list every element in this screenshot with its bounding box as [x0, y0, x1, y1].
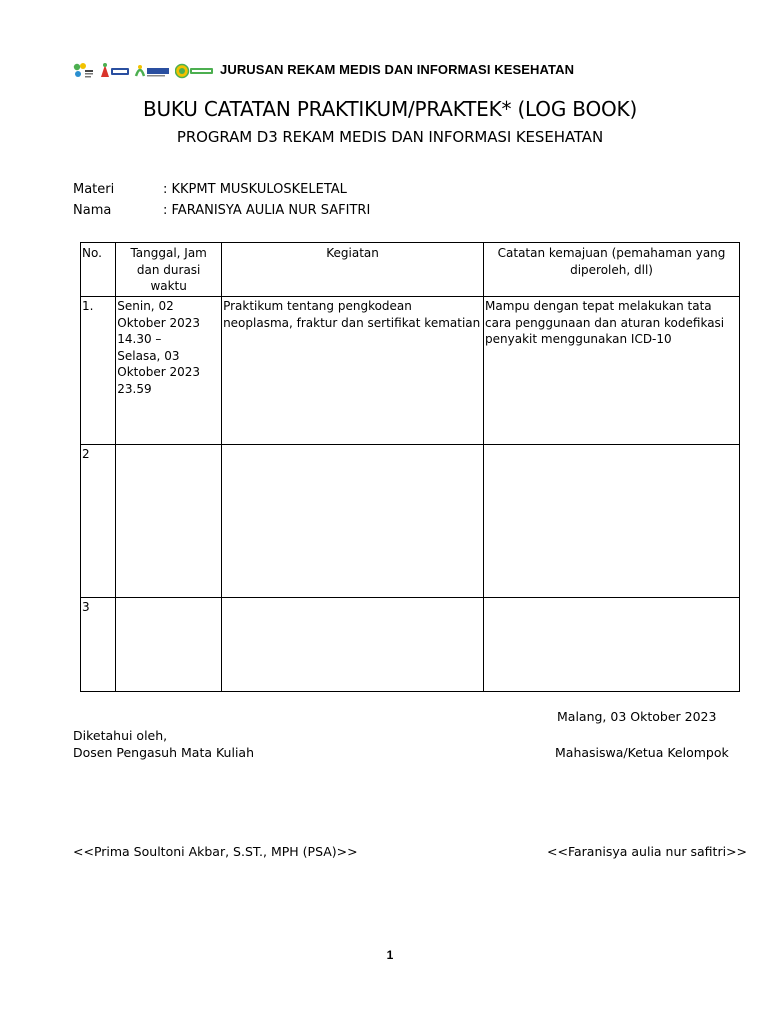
- cell-date: Senin, 02 Oktober 2023 14.30 – Selasa, 03 Oktober 2023 23.59: [116, 297, 222, 445]
- cell-kegiatan: [222, 598, 484, 692]
- student-role: Mahasiswa/Ketua Kelompok: [555, 745, 729, 760]
- header-kegiatan: Kegiatan: [222, 243, 484, 297]
- page-subtitle: PROGRAM D3 REKAM MEDIS DAN INFORMASI KESEHATAN: [176, 128, 604, 146]
- materi-value: : KKPMT MUSKULOSKELETAL: [163, 182, 347, 197]
- cell-no: 1.: [81, 297, 116, 445]
- table-row: [81, 297, 740, 445]
- place-date: Malang, 03 Oktober 2023: [557, 709, 717, 724]
- cell-catatan: Mampu dengan tepat melakukan tata cara penggunaan dan aturan kodefikasi penyakit menggunakan ICD-10: [484, 297, 740, 445]
- page-title: BUKU CATATAN PRAKTIKUM/PRAKTEK* (LOG BOOK): [142, 97, 638, 121]
- nama-label: Nama: [73, 203, 112, 218]
- kemenkes-logo: [72, 62, 94, 80]
- header-catatan: Catatan kemajuan (pemahaman yang diperoleh, dll): [484, 243, 740, 297]
- nama-line: [73, 203, 370, 218]
- header-logos: [72, 61, 215, 81]
- log-table: [80, 242, 740, 692]
- cell-date: [116, 445, 222, 598]
- known-by-label: Diketahui oleh,: [73, 728, 168, 743]
- cell-kegiatan: Praktikum tentang pengkodean neoplasma, fraktur dan sertifikat kematian: [222, 297, 484, 445]
- materi-label: Materi: [73, 182, 115, 197]
- cell-kegiatan: [222, 445, 484, 598]
- bhakti-husada-logo: [134, 62, 172, 80]
- cell-date: [116, 598, 222, 692]
- lecturer-role: Dosen Pengasuh Mata Kuliah: [73, 745, 255, 760]
- cell-no: 2: [81, 445, 116, 598]
- lecturer-signature-name: <<Prima Soultoni Akbar, S.ST., MPH (PSA)>>: [73, 844, 358, 859]
- page-number: 1: [386, 948, 394, 962]
- germas-logo: [97, 62, 131, 80]
- cell-catatan: [484, 598, 740, 692]
- table-header-row: [81, 243, 740, 297]
- header-date: Tanggal, Jam dan durasi waktu: [116, 243, 222, 297]
- table-row: [81, 445, 740, 598]
- table-row: [81, 598, 740, 692]
- cell-catatan: [484, 445, 740, 598]
- student-signature-name: <<Faranisya aulia nur safitri>>: [547, 844, 748, 859]
- poltekkes-logo: [175, 62, 215, 80]
- header-organization: JURUSAN REKAM MEDIS DAN INFORMASI KESEHATAN: [220, 62, 575, 77]
- materi-line: [73, 182, 347, 197]
- header-no: No.: [81, 243, 116, 297]
- nama-value: : FARANISYA AULIA NUR SAFITRI: [163, 203, 371, 218]
- cell-no: 3: [81, 598, 116, 692]
